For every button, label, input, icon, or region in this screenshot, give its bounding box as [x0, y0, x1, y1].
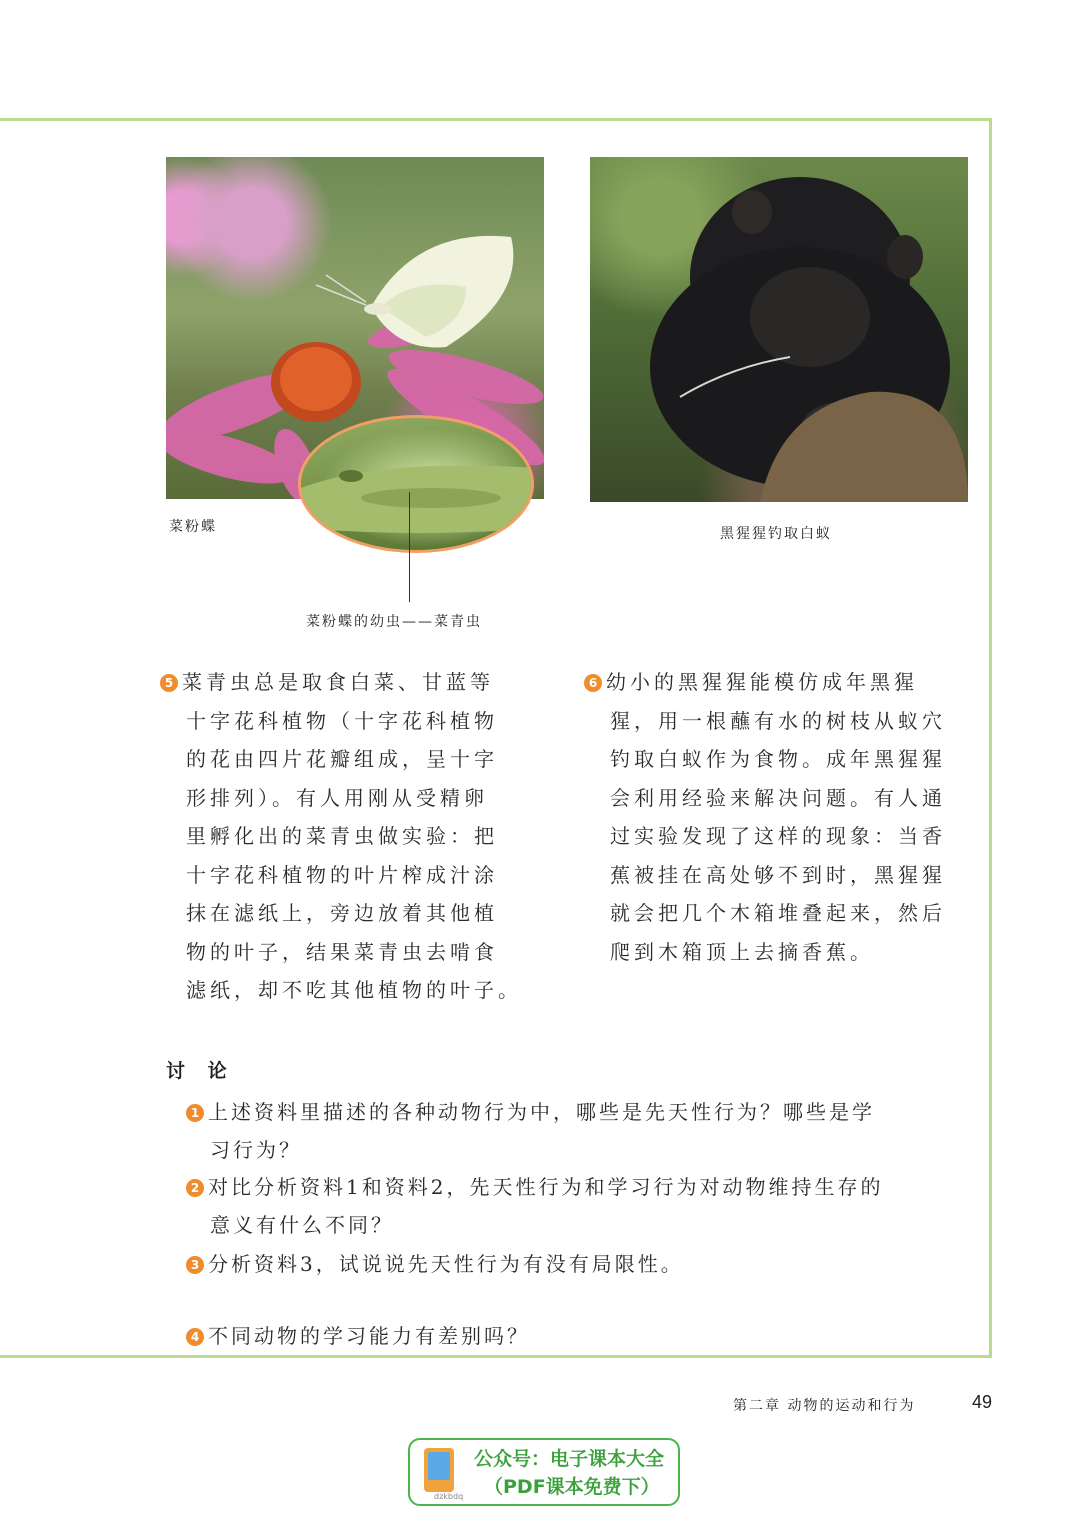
material-5-line: 抹在滤纸上，旁边放着其他植	[186, 901, 498, 925]
chimpanzee-illustration	[590, 157, 968, 502]
chimpanzee-photo	[590, 157, 968, 502]
larva-callout	[298, 415, 534, 553]
chapter-footer: 第二章 动物的运动和行为	[733, 1398, 916, 1414]
material-5-line: 里孵化出的菜青虫做实验：把	[186, 824, 498, 848]
book-icon	[424, 1448, 454, 1492]
question-1-text: 上述资料里描述的各种动物行为中，哪些是先天性行为？哪些是学	[208, 1100, 875, 1124]
material-6-line: 幼小的黑猩猩能模仿成年黑猩	[606, 670, 918, 694]
material-6-line: 钓取白蚁作为食物。成年黑猩猩	[610, 747, 946, 771]
material-6-line: 爬到木箱顶上去摘香蕉。	[610, 939, 874, 964]
larva-caption: 菜粉蝶的幼虫——菜青虫	[306, 614, 482, 630]
watermark-line-1: 公众号：电子课本大全	[474, 1448, 665, 1470]
number-1-badge: 1	[186, 1104, 204, 1122]
number-2-badge: 2	[186, 1179, 204, 1197]
number-5-badge: 5	[160, 674, 178, 692]
material-5-line: 的花由四片花瓣组成，呈十字	[186, 747, 498, 771]
material-6-line: 就会把几个木箱堆叠起来，然后	[610, 901, 946, 925]
question-3-text: 分析资料3，试说说先天性行为有没有局限性。	[208, 1252, 684, 1276]
watermark-badge	[408, 1438, 680, 1506]
material-5-line: 十字花科植物的叶片榨成汁涂	[186, 862, 498, 887]
watermark-line-2: （PDF课本免费下）	[484, 1476, 660, 1498]
question-1-continuation: 习行为？	[210, 1138, 302, 1162]
material-5-line: 滤纸，却不吃其他植物的叶子。	[186, 978, 522, 1002]
chimpanzee-caption: 黑猩猩钓取白蚁	[720, 526, 832, 542]
material-6-line: 蕉被挂在高处够不到时，黑猩猩	[610, 862, 946, 887]
number-4-badge: 4	[186, 1328, 204, 1346]
material-6-line: 过实验发现了这样的现象：当香	[610, 824, 946, 848]
discussion-question-4	[186, 1317, 976, 1355]
question-2-continuation: 意义有什么不同？	[210, 1213, 394, 1237]
watermark-small-text: dzkbdq	[434, 1492, 464, 1501]
material-6	[588, 663, 982, 971]
material-5-line: 物的叶子，结果菜青虫去啃食	[186, 939, 498, 964]
material-6-line: 猩，用一根蘸有水的树枝从蚁穴	[610, 708, 946, 733]
larva-pointer-line	[409, 492, 410, 602]
page-number: 49	[972, 1392, 993, 1412]
discussion-question-1	[186, 1093, 976, 1169]
material-6-line: 会利用经验来解决问题。有人通	[610, 785, 946, 810]
number-6-badge: 6	[584, 674, 602, 692]
discussion-question-3	[186, 1245, 976, 1283]
larva-illustration	[301, 418, 534, 553]
question-4-text: 不同动物的学习能力有差别吗？	[208, 1324, 530, 1348]
discussion-question-2	[186, 1168, 976, 1244]
question-2-text: 对比分析资料1和资料2，先天性行为和学习行为对动物维持生存的	[208, 1175, 884, 1199]
material-5	[164, 663, 558, 1010]
material-5-line: 形排列）。有人用刚从受精卵	[186, 785, 488, 810]
material-5-line: 十字花科植物（十字花科植物	[186, 708, 498, 733]
number-3-badge: 3	[186, 1256, 204, 1274]
material-5-line: 菜青虫总是取食白菜、甘蓝等	[182, 670, 494, 694]
discussion-heading: 讨 论	[166, 1060, 235, 1082]
butterfly-caption: 菜粉蝶	[169, 519, 217, 535]
